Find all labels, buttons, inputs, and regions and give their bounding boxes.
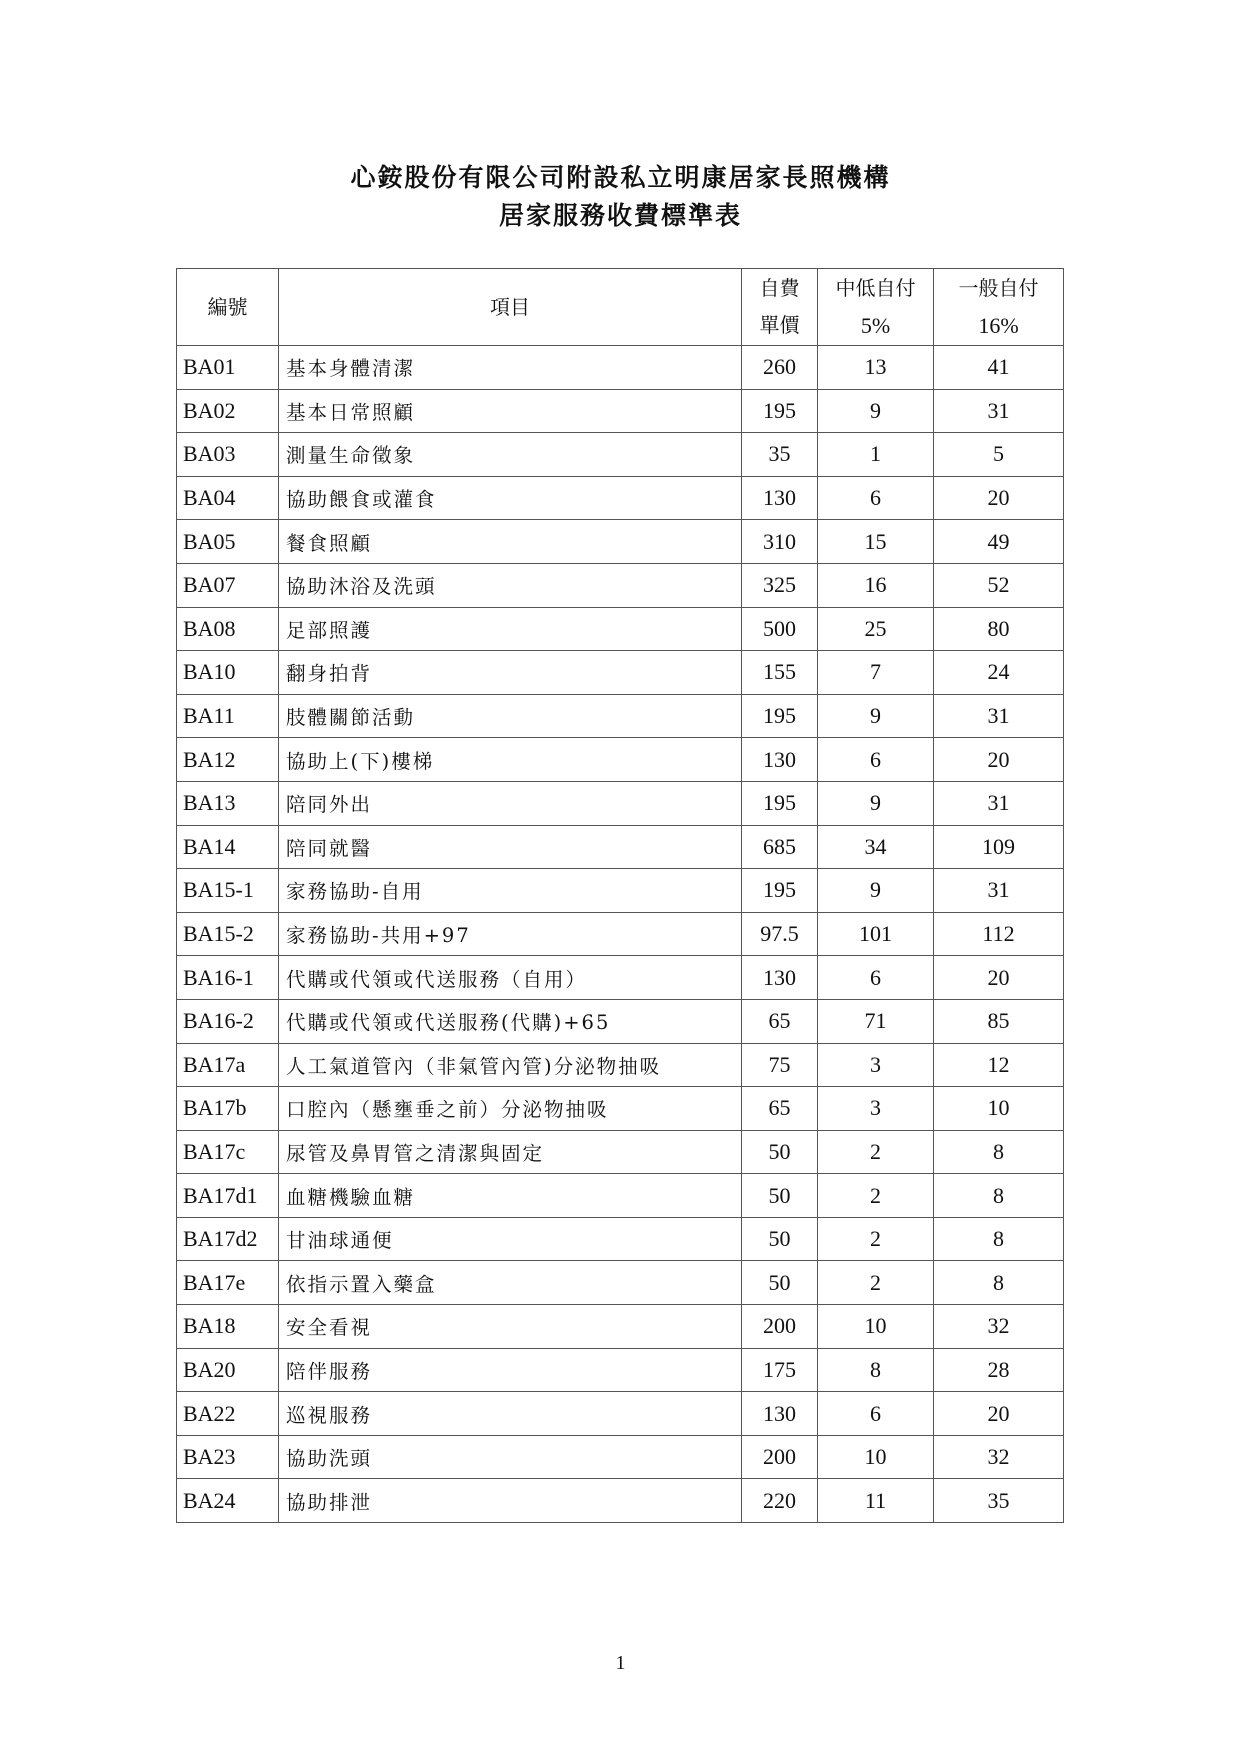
table-row (177, 869, 1064, 913)
header-code-label: 編號 (207, 294, 248, 319)
table-row (177, 1348, 1064, 1392)
cell-general: 52 (934, 563, 1064, 607)
cell-general: 31 (934, 781, 1064, 825)
table-row (177, 433, 1064, 477)
cell-low-income: 16 (818, 563, 934, 607)
cell-code: BA11 (177, 694, 279, 738)
cell-item: 陪伴服務 (279, 1348, 742, 1392)
table-row (177, 651, 1064, 695)
cell-low-income: 10 (818, 1435, 934, 1479)
cell-low-income: 25 (818, 607, 934, 651)
cell-low-income: 6 (818, 476, 934, 520)
cell-low-income: 3 (818, 1087, 934, 1131)
cell-general: 24 (934, 651, 1064, 695)
cell-item: 測量生命徵象 (279, 433, 742, 477)
table-row (177, 563, 1064, 607)
header-low-income-line1: 中低自付 (835, 276, 916, 300)
table-row (177, 825, 1064, 869)
cell-code: BA13 (177, 781, 279, 825)
cell-code: BA18 (177, 1305, 279, 1349)
cell-general: 10 (934, 1087, 1064, 1131)
cell-self-pay: 50 (742, 1217, 818, 1261)
cell-code: BA22 (177, 1392, 279, 1436)
header-general-line2: 16% (978, 313, 1019, 338)
cell-low-income: 9 (818, 389, 934, 433)
cell-general: 85 (934, 999, 1064, 1043)
cell-item: 協助上(下)樓梯 (279, 738, 742, 782)
cell-general: 20 (934, 1392, 1064, 1436)
cell-self-pay: 175 (742, 1348, 818, 1392)
cell-code: BA20 (177, 1348, 279, 1392)
cell-general: 28 (934, 1348, 1064, 1392)
table-row (177, 389, 1064, 433)
cell-code: BA03 (177, 433, 279, 477)
cell-low-income: 15 (818, 520, 934, 564)
cell-item: 家務協助-共用+97 (279, 912, 742, 956)
cell-general: 5 (934, 433, 1064, 477)
cell-self-pay: 310 (742, 520, 818, 564)
cell-code: BA10 (177, 651, 279, 695)
cell-item: 陪同就醫 (279, 825, 742, 869)
cell-general: 109 (934, 825, 1064, 869)
cell-item: 甘油球通便 (279, 1217, 742, 1261)
cell-general: 20 (934, 956, 1064, 1000)
cell-self-pay: 35 (742, 433, 818, 477)
table-row (177, 1217, 1064, 1261)
cell-code: BA16-1 (177, 956, 279, 1000)
cell-low-income: 9 (818, 694, 934, 738)
document-title: 心銨股份有限公司附設私立明康居家長照機構 (350, 163, 891, 192)
cell-low-income: 71 (818, 999, 934, 1043)
cell-general: 32 (934, 1435, 1064, 1479)
cell-self-pay: 195 (742, 694, 818, 738)
cell-low-income: 6 (818, 956, 934, 1000)
header-self-pay (742, 269, 818, 346)
cell-item: 依指示置入藥盒 (279, 1261, 742, 1305)
cell-code: BA08 (177, 607, 279, 651)
cell-low-income: 9 (818, 781, 934, 825)
table-row (177, 1305, 1064, 1349)
cell-general: 41 (934, 346, 1064, 390)
cell-self-pay: 220 (742, 1479, 818, 1523)
cell-code: BA15-2 (177, 912, 279, 956)
cell-code: BA12 (177, 738, 279, 782)
cell-item: 協助餵食或灌食 (279, 476, 742, 520)
cell-low-income: 6 (818, 1392, 934, 1436)
cell-low-income: 2 (818, 1217, 934, 1261)
cell-item: 餐食照顧 (279, 520, 742, 564)
cell-self-pay: 155 (742, 651, 818, 695)
cell-general: 31 (934, 389, 1064, 433)
cell-self-pay: 130 (742, 476, 818, 520)
cell-code: BA01 (177, 346, 279, 390)
cell-self-pay: 195 (742, 389, 818, 433)
cell-general: 8 (934, 1217, 1064, 1261)
table-row (177, 781, 1064, 825)
cell-item: 代購或代領或代送服務（自用） (279, 956, 742, 1000)
fee-table (176, 268, 1064, 1523)
cell-item: 人工氣道管內（非氣管內管)分泌物抽吸 (279, 1043, 742, 1087)
cell-item: 翻身拍背 (279, 651, 742, 695)
cell-code: BA17c (177, 1130, 279, 1174)
cell-self-pay: 130 (742, 1392, 818, 1436)
cell-self-pay: 195 (742, 781, 818, 825)
cell-item: 巡視服務 (279, 1392, 742, 1436)
header-self-pay-line2: 單價 (759, 313, 800, 337)
table-row (177, 1130, 1064, 1174)
cell-item: 協助沐浴及洗頭 (279, 563, 742, 607)
cell-self-pay: 200 (742, 1435, 818, 1479)
header-general (934, 269, 1064, 346)
cell-self-pay: 195 (742, 869, 818, 913)
cell-self-pay: 50 (742, 1130, 818, 1174)
cell-low-income: 2 (818, 1174, 934, 1218)
cell-low-income: 34 (818, 825, 934, 869)
cell-item: 協助排泄 (279, 1479, 742, 1523)
cell-self-pay: 260 (742, 346, 818, 390)
cell-general: 32 (934, 1305, 1064, 1349)
cell-code: BA05 (177, 520, 279, 564)
table-row (177, 1087, 1064, 1131)
cell-item: 家務協助-自用 (279, 869, 742, 913)
cell-self-pay: 500 (742, 607, 818, 651)
cell-code: BA17b (177, 1087, 279, 1131)
document-subtitle: 居家服務收費標準表 (498, 201, 742, 230)
table-row (177, 607, 1064, 651)
cell-low-income: 6 (818, 738, 934, 782)
cell-low-income: 8 (818, 1348, 934, 1392)
cell-self-pay: 130 (742, 956, 818, 1000)
cell-general: 20 (934, 738, 1064, 782)
cell-self-pay: 325 (742, 563, 818, 607)
cell-item: 血糖機驗血糖 (279, 1174, 742, 1218)
cell-self-pay: 97.5 (742, 912, 818, 956)
cell-general: 8 (934, 1261, 1064, 1305)
header-general-line1: 一般自付 (958, 276, 1039, 300)
header-code (177, 269, 279, 346)
cell-code: BA17a (177, 1043, 279, 1087)
cell-item: 安全看視 (279, 1305, 742, 1349)
cell-self-pay: 685 (742, 825, 818, 869)
cell-code: BA24 (177, 1479, 279, 1523)
table-row (177, 956, 1064, 1000)
cell-general: 35 (934, 1479, 1064, 1523)
table-row (177, 999, 1064, 1043)
cell-low-income: 1 (818, 433, 934, 477)
cell-general: 8 (934, 1174, 1064, 1218)
cell-code: BA17e (177, 1261, 279, 1305)
cell-item: 陪同外出 (279, 781, 742, 825)
header-low-income (818, 269, 934, 346)
page-number: 1 (615, 1652, 626, 1674)
header-item-label: 項目 (490, 294, 530, 319)
cell-item: 協助洗頭 (279, 1435, 742, 1479)
cell-item: 口腔內（懸壅垂之前）分泌物抽吸 (279, 1087, 742, 1131)
cell-low-income: 3 (818, 1043, 934, 1087)
cell-code: BA15-1 (177, 869, 279, 913)
cell-low-income: 2 (818, 1130, 934, 1174)
table-row (177, 1043, 1064, 1087)
cell-code: BA17d2 (177, 1217, 279, 1261)
table-row (177, 912, 1064, 956)
table-header-row (177, 269, 1064, 346)
cell-self-pay: 65 (742, 999, 818, 1043)
cell-self-pay: 65 (742, 1087, 818, 1131)
cell-code: BA02 (177, 389, 279, 433)
table-row (177, 520, 1064, 564)
cell-self-pay: 50 (742, 1174, 818, 1218)
cell-low-income: 9 (818, 869, 934, 913)
table-row (177, 476, 1064, 520)
table-row (177, 738, 1064, 782)
cell-low-income: 11 (818, 1479, 934, 1523)
table-row (177, 694, 1064, 738)
cell-item: 基本身體清潔 (279, 346, 742, 390)
cell-self-pay: 50 (742, 1261, 818, 1305)
cell-item: 足部照護 (279, 607, 742, 651)
header-low-income-line2: 5% (860, 313, 891, 338)
table-row (177, 346, 1064, 390)
cell-low-income: 10 (818, 1305, 934, 1349)
cell-general: 49 (934, 520, 1064, 564)
cell-general: 8 (934, 1130, 1064, 1174)
cell-general: 80 (934, 607, 1064, 651)
cell-code: BA14 (177, 825, 279, 869)
cell-item: 基本日常照顧 (279, 389, 742, 433)
cell-item: 代購或代領或代送服務(代購)+65 (279, 999, 742, 1043)
cell-general: 20 (934, 476, 1064, 520)
table-row (177, 1174, 1064, 1218)
table-row (177, 1392, 1064, 1436)
cell-item: 肢體關節活動 (279, 694, 742, 738)
cell-low-income: 7 (818, 651, 934, 695)
table-row (177, 1479, 1064, 1523)
cell-code: BA23 (177, 1435, 279, 1479)
cell-general: 112 (934, 912, 1064, 956)
cell-general: 31 (934, 694, 1064, 738)
cell-code: BA16-2 (177, 999, 279, 1043)
header-self-pay-line1: 自費 (759, 276, 800, 300)
cell-self-pay: 200 (742, 1305, 818, 1349)
cell-self-pay: 75 (742, 1043, 818, 1087)
cell-self-pay: 130 (742, 738, 818, 782)
cell-low-income: 101 (818, 912, 934, 956)
cell-low-income: 13 (818, 346, 934, 390)
table-row (177, 1261, 1064, 1305)
cell-item: 尿管及鼻胃管之清潔與固定 (279, 1130, 742, 1174)
cell-general: 31 (934, 869, 1064, 913)
table-row (177, 1435, 1064, 1479)
cell-code: BA07 (177, 563, 279, 607)
cell-code: BA04 (177, 476, 279, 520)
cell-general: 12 (934, 1043, 1064, 1087)
cell-code: BA17d1 (177, 1174, 279, 1218)
cell-low-income: 2 (818, 1261, 934, 1305)
table-body (177, 346, 1064, 1523)
header-item (279, 269, 742, 346)
